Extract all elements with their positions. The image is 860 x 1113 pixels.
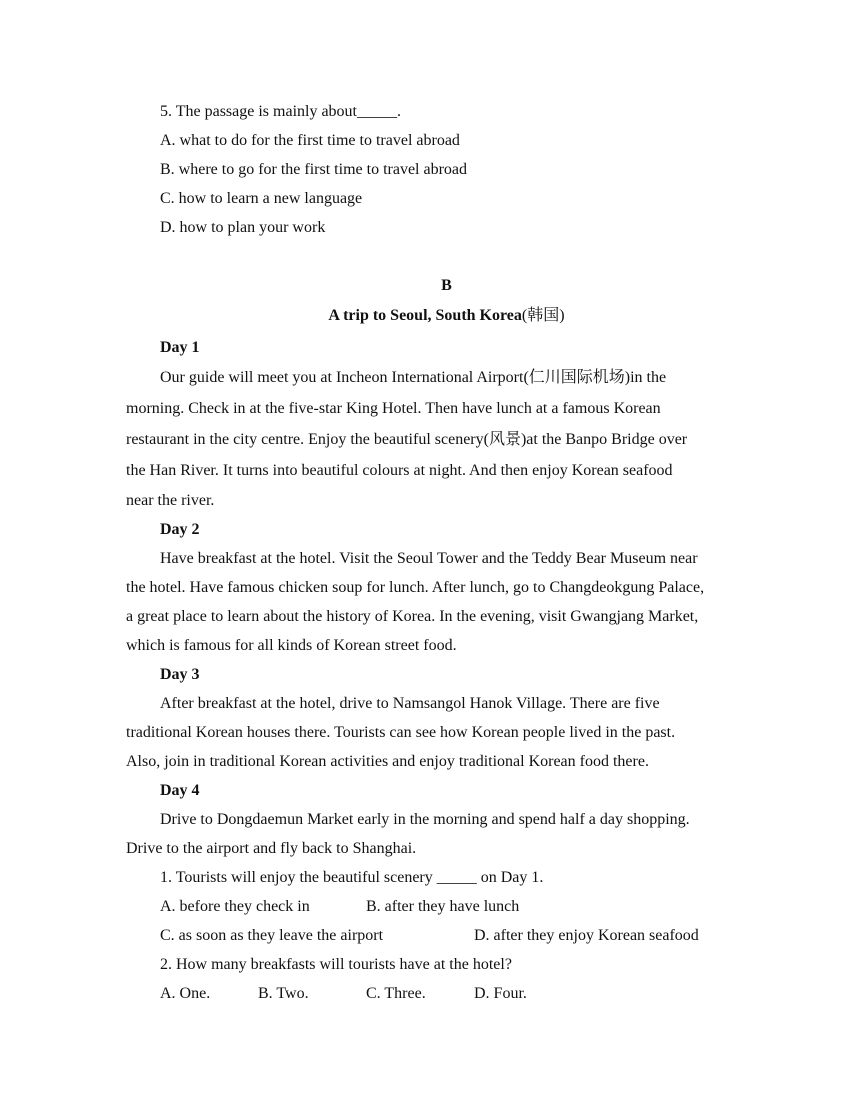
day4-heading: Day 4 bbox=[160, 782, 200, 799]
day2-line: a great place to learn about the history of Korea. In the evening, visit Gwangjang Market, bbox=[126, 608, 699, 625]
day2-heading: Day 2 bbox=[160, 521, 200, 538]
day4-line: Drive to the airport and fly back to Shanghai. bbox=[126, 840, 417, 857]
day3-line: traditional Korean houses there. Tourists can see how Korean people lived in the past. bbox=[126, 724, 676, 741]
day3-heading: Day 3 bbox=[160, 666, 200, 683]
day1-line: restaurant in the city centre. Enjoy the beautiful scenery(风景)at the Banpo Bridge over bbox=[126, 431, 688, 448]
q1-option-c: C. as soon as they leave the airport bbox=[160, 927, 384, 944]
q2-option-b: B. Two. bbox=[258, 985, 309, 1002]
day3-line: Also, join in traditional Korean activities and enjoy traditional Korean food there. bbox=[126, 753, 649, 770]
day2-line: Have breakfast at the hotel. Visit the Seoul Tower and the Teddy Bear Museum near bbox=[160, 550, 698, 567]
q5-option-a: A. what to do for the first time to travel abroad bbox=[160, 132, 460, 149]
q1-option-a: A. before they check in bbox=[160, 898, 310, 915]
q5-option-c: C. how to learn a new language bbox=[160, 190, 363, 207]
day4-line: Drive to Dongdaemun Market early in the morning and spend half a day shopping. bbox=[160, 811, 690, 828]
passage-title bbox=[0, 306, 860, 326]
q2-option-a: A. One. bbox=[160, 985, 211, 1002]
q2-option-d: D. Four. bbox=[474, 985, 527, 1002]
day2-line: which is famous for all kinds of Korean street food. bbox=[126, 637, 457, 654]
passage-title-english: A trip to Seoul, South Korea bbox=[328, 307, 522, 324]
q1-option-d: D. after they enjoy Korean seafood bbox=[474, 927, 699, 944]
day3-line: After breakfast at the hotel, drive to Namsangol Hanok Village. There are five bbox=[160, 695, 660, 712]
q5-option-d: D. how to plan your work bbox=[160, 219, 326, 236]
q1-stem: 1. Tourists will enjoy the beautiful scenery _____ on Day 1. bbox=[160, 869, 544, 886]
q1-option-b: B. after they have lunch bbox=[366, 898, 520, 915]
section-label: B bbox=[441, 277, 452, 294]
passage-title-chinese: (韩国) bbox=[521, 307, 565, 324]
day1-line: the Han River. It turns into beautiful colours at night. And then enjoy Korean seafood bbox=[126, 462, 673, 479]
q5-option-b: B. where to go for the first time to travel abroad bbox=[160, 161, 468, 178]
day1-line: Our guide will meet you at Incheon International Airport(仁川国际机场)in the bbox=[160, 369, 667, 386]
q2-stem: 2. How many breakfasts will tourists have at the hotel? bbox=[160, 956, 512, 973]
q5-stem: 5. The passage is mainly about_____. bbox=[160, 103, 401, 120]
day1-line: near the river. bbox=[126, 492, 215, 509]
day1-heading: Day 1 bbox=[160, 339, 200, 356]
q2-option-c: C. Three. bbox=[366, 985, 426, 1002]
day1-line: morning. Check in at the five-star King Hotel. Then have lunch at a famous Korean bbox=[126, 400, 661, 417]
day2-line: the hotel. Have famous chicken soup for lunch. After lunch, go to Changdeokgung Palace, bbox=[126, 579, 705, 596]
